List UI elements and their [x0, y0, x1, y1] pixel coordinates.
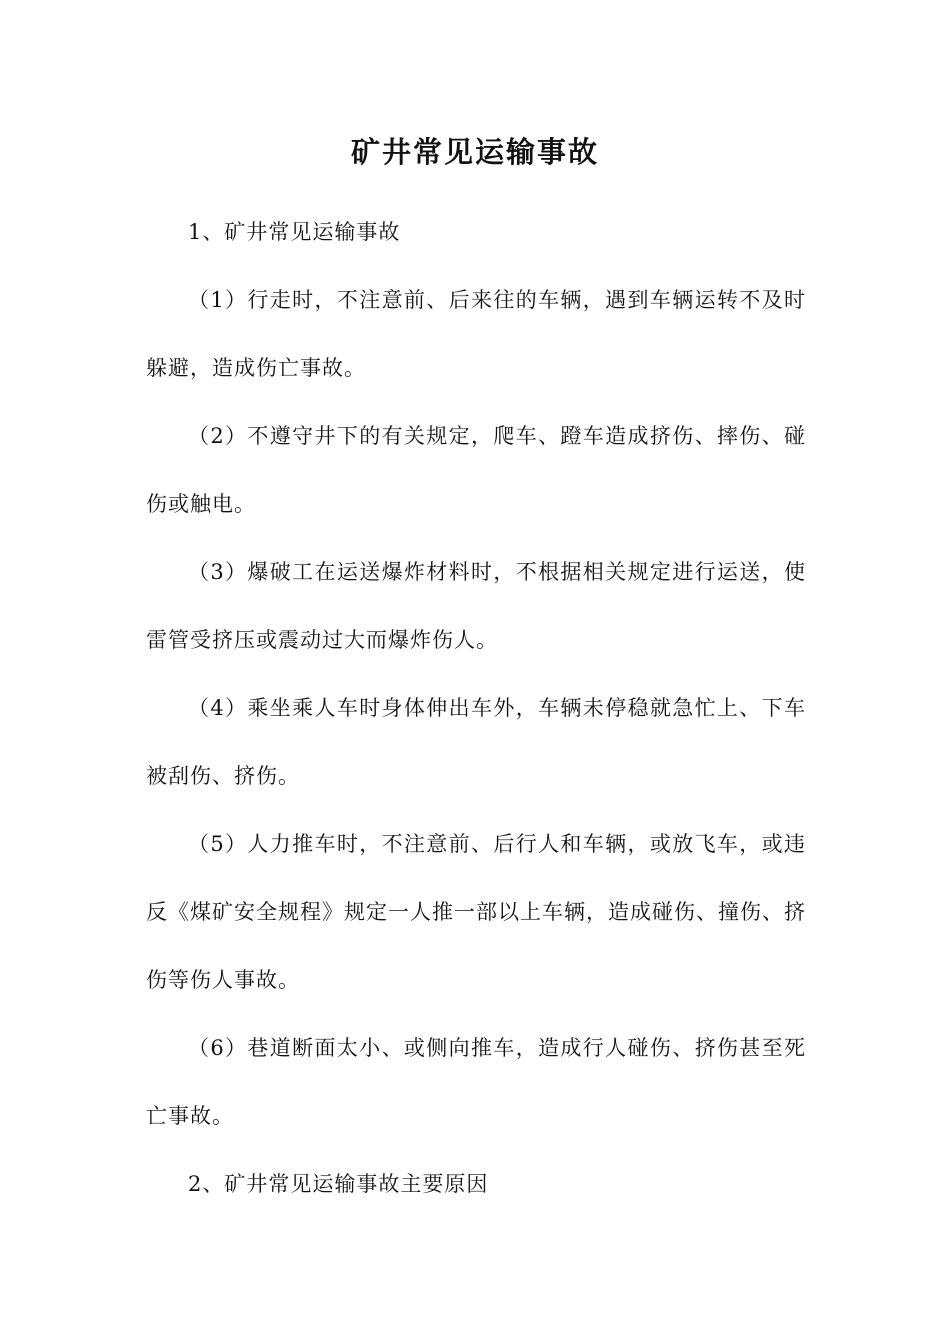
paragraph-item-4: （4）乘坐乘人车时身体伸出车外，车辆未停稳就急忙上、下车被刮伤、挤伤。 [146, 696, 806, 788]
paragraph-item-5: （5）人力推车时，不注意前、后行人和车辆，或放飞车，或违反《煤矿安全规程》规定一人推一部以上车辆，造成碰伤、撞伤、挤伤等伤人事故。 [146, 832, 806, 992]
paragraph-item-3: （3）爆破工在运送爆炸材料时，不根据相关规定进行运送，使雷管受挤压或震动过大而爆炸伤人。 [146, 560, 806, 652]
paragraph-item-6: （6）巷道断面太小、或侧向推车，造成行人碰伤、挤伤甚至死亡事故。 [146, 1036, 806, 1128]
section-heading-1: 1、矿井常见运输事故 [188, 220, 401, 244]
paragraph-item-2: （2）不遵守井下的有关规定，爬车、蹬车造成挤伤、摔伤、碰伤或触电。 [146, 424, 806, 516]
section-heading-2: 2、矿井常见运输事故主要原因 [188, 1172, 489, 1196]
paragraph-item-1: （1）行走时，不注意前、后来往的车辆，遇到车辆运转不及时躲避，造成伤亡事故。 [146, 288, 806, 380]
document-body [146, 198, 806, 1218]
document-title: 矿井常见运输事故 [350, 135, 599, 169]
